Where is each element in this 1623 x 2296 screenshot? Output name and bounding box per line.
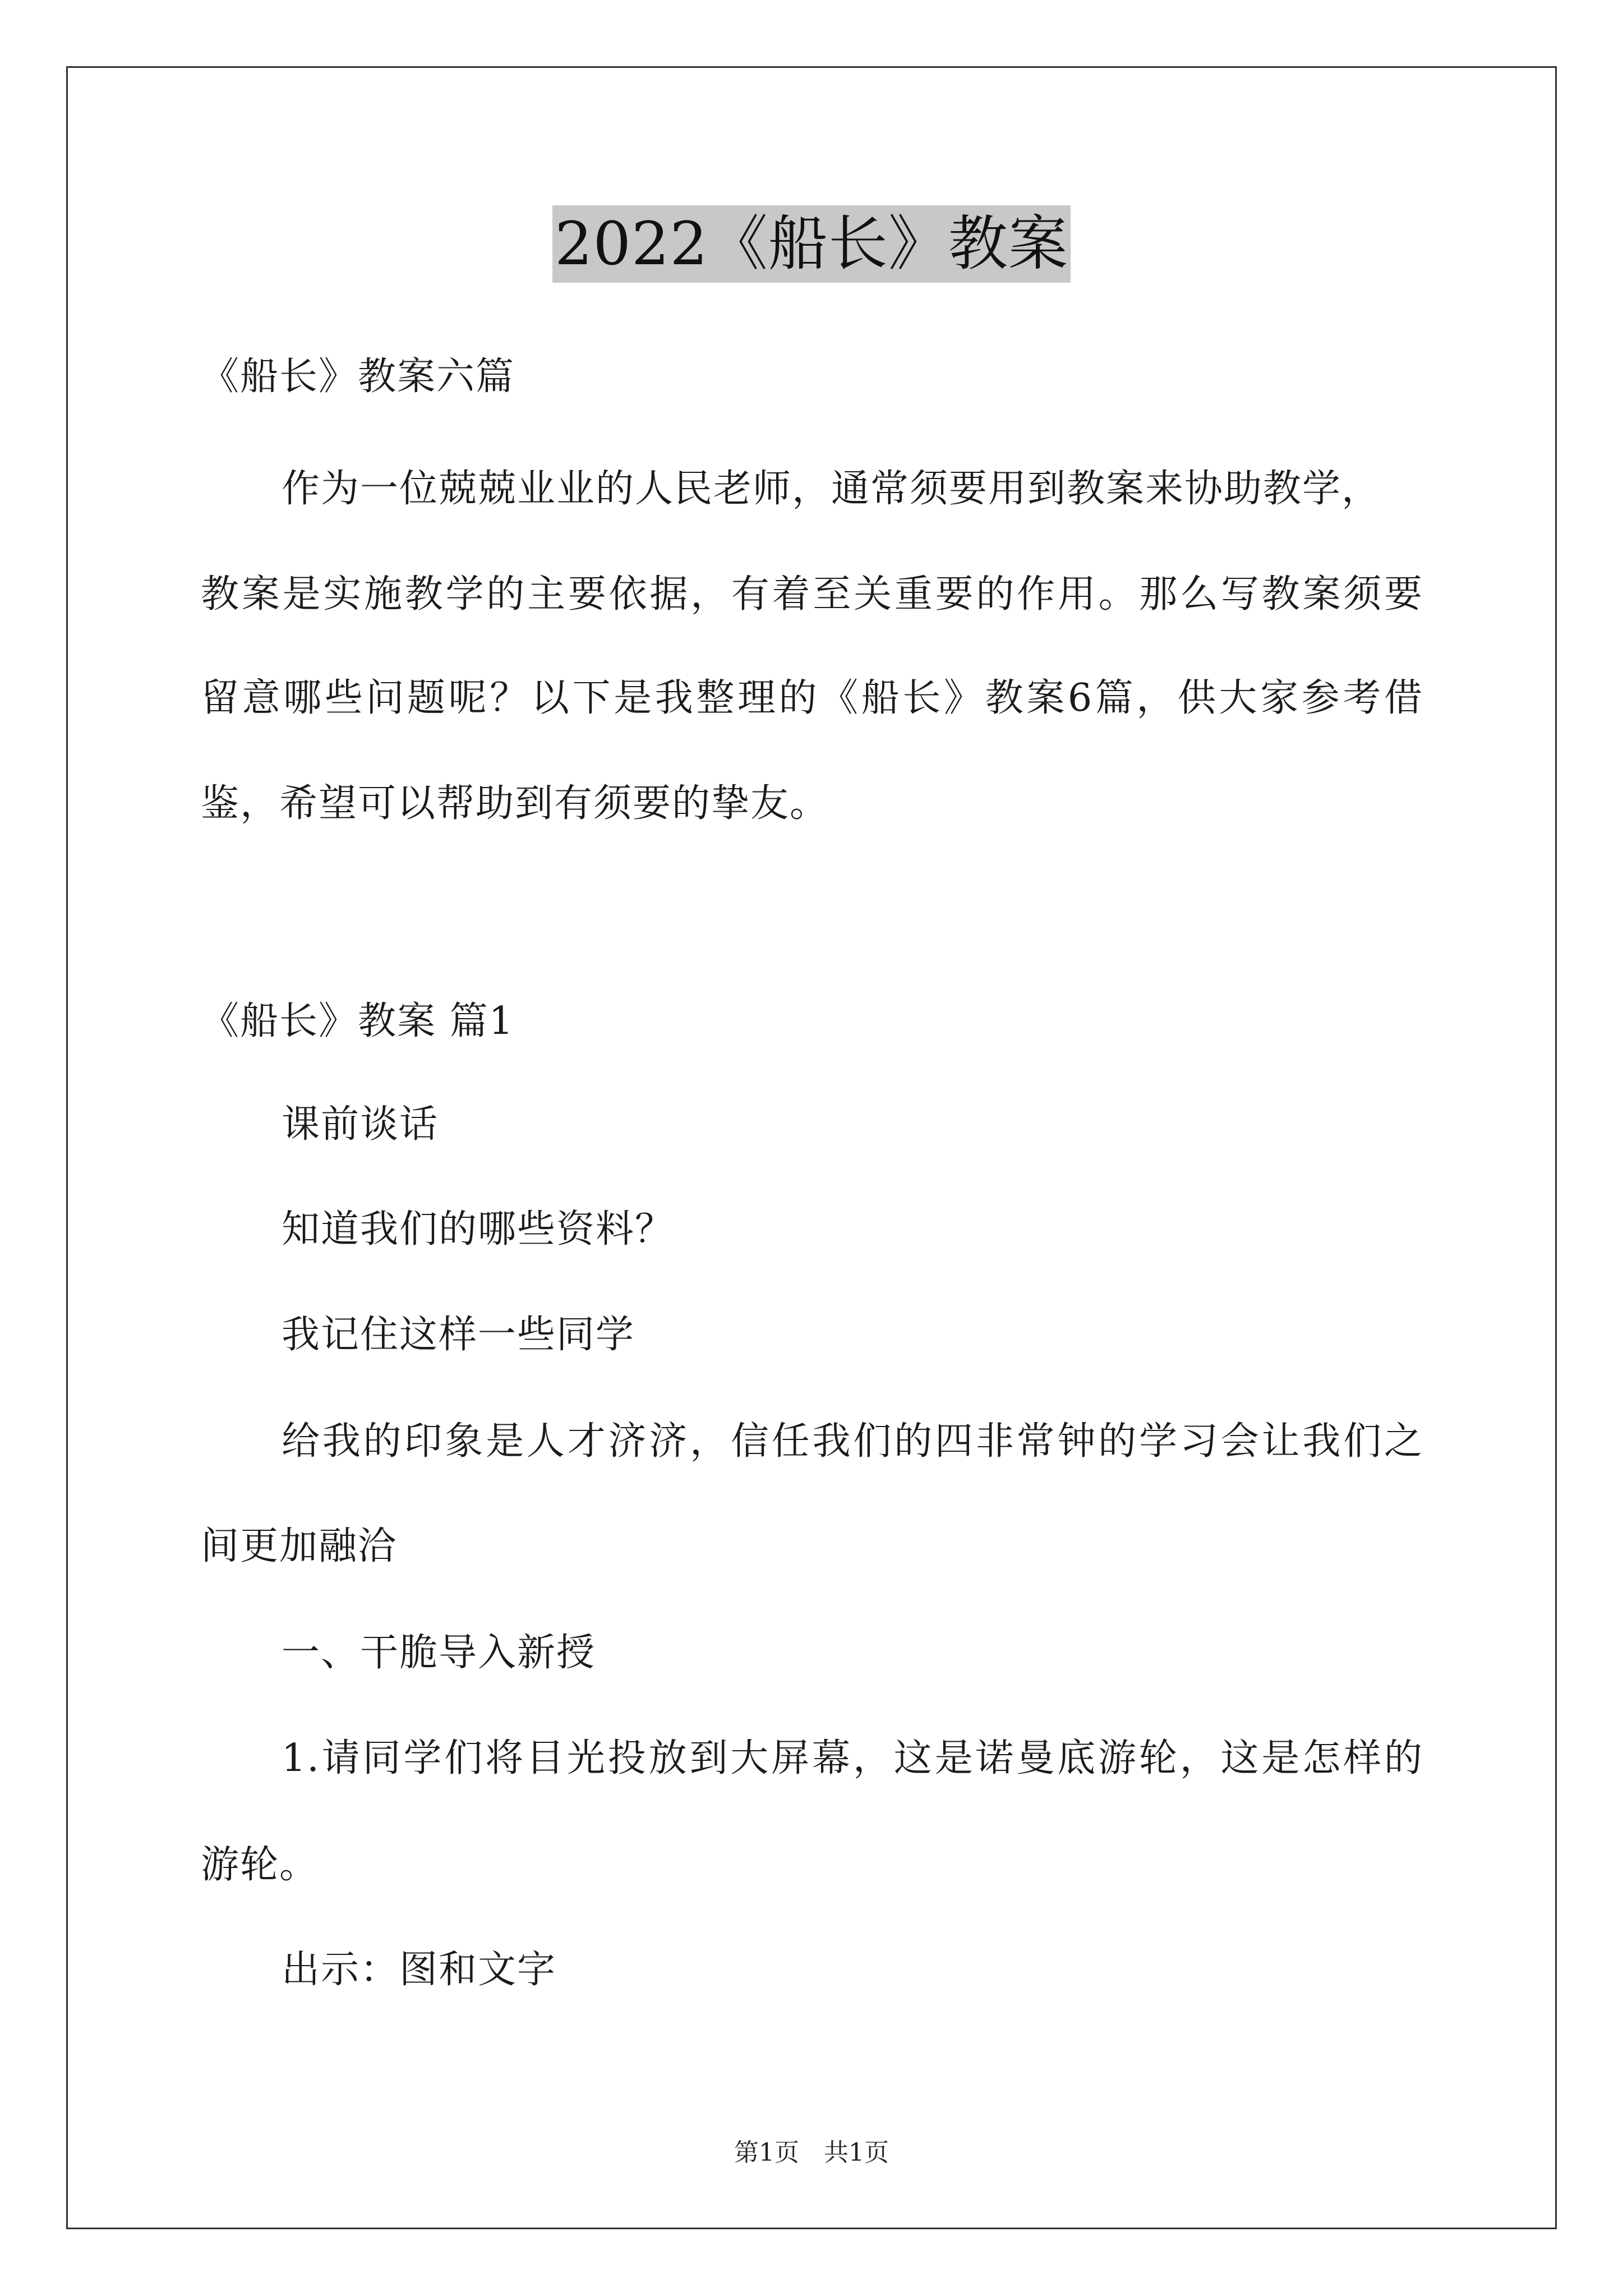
section-heading: 《船长》教案 篇1 bbox=[201, 999, 514, 1043]
document-title: 2022《船长》教案 bbox=[552, 205, 1071, 283]
paragraph-impression-line-2: 间更加融洽 bbox=[201, 1524, 398, 1568]
paragraph-screen-line-2: 游轮。 bbox=[201, 1843, 319, 1887]
title-container bbox=[0, 205, 1623, 283]
page-footer: 第1页 共1页 bbox=[734, 2138, 889, 2167]
paragraph-show: 出示：图和文字 bbox=[282, 1948, 557, 1992]
paragraph-step-one: 一、干脆导入新授 bbox=[282, 1631, 596, 1675]
intro-line-4: 鉴，希望可以帮助到有须要的挚友。 bbox=[201, 781, 829, 826]
intro-line-3: 留意哪些问题呢？以下是我整理的《船长》教案6篇，供大家参考借 bbox=[201, 676, 1423, 720]
paragraph-question: 知道我们的哪些资料？ bbox=[282, 1207, 675, 1251]
document-subtitle: 《船长》教案六篇 bbox=[201, 355, 515, 399]
paragraph-remember: 我记住这样一些同学 bbox=[282, 1313, 635, 1357]
paragraph-pre-class-talk: 课前谈话 bbox=[282, 1102, 439, 1147]
paragraph-impression-line-1: 给我的印象是人才济济，信任我们的四非常钟的学习会让我们之 bbox=[282, 1419, 1423, 1464]
intro-line-1: 作为一位兢兢业业的人民老师，通常须要用到教案来协助教学， bbox=[282, 467, 1381, 511]
intro-line-2: 教案是实施教学的主要依据，有着至关重要的作用。那么写教案须要 bbox=[201, 572, 1423, 616]
paragraph-screen-line-1: 1.请同学们将目光投放到大屏幕，这是诺曼底游轮，这是怎样的 bbox=[282, 1736, 1423, 1780]
